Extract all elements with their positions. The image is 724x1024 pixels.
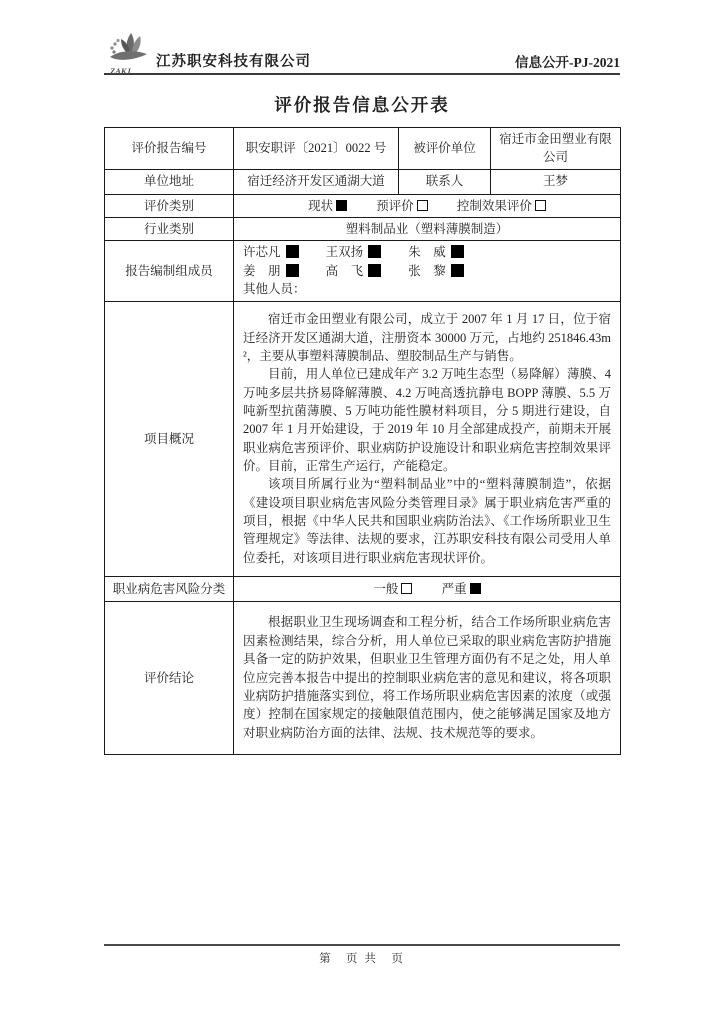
member-name: 高 飞 <box>325 263 364 278</box>
row-report-no <box>105 128 621 170</box>
members-others-label: 其他人员： <box>243 282 306 297</box>
overview-paragraph-3: 该项目所属行业为“塑料制品业”中的“塑料薄膜制造”，依据《建设项目职业病危害风险分类管理目录》属于职业病危害严重的项目，根据《中华人民共和国职业病防治法》、《工作场所职业卫生管理规定》等法律、法规的要求，江苏职安科技有限公司受用人单位委托，对该项目进行职业病危害现状评价。 <box>243 477 611 565</box>
member <box>243 243 299 262</box>
checkbox-severe-icon <box>470 583 481 594</box>
header-left <box>104 30 311 76</box>
conclusion-label: 评价结论 <box>105 601 234 754</box>
redaction-stamp-icon <box>286 264 299 277</box>
row-overview <box>105 301 621 576</box>
members-cell <box>234 241 621 302</box>
checkbox-pre-eval-icon <box>417 200 428 211</box>
conclusion-cell <box>234 601 621 754</box>
unit-address-label: 单位地址 <box>105 169 234 194</box>
conclusion-paragraph: 根据职业卫生现场调查和工程分析，结合工作场所职业病危害因素检测结果，综合分析，用人单位已采取的职业病危害防护措施具备一定的防护效果，但职业卫生管理方面仍有不足之处，用人单位应完善本报告中提出的控制职业病危害的意见和建议，将各项职业病防护措施落实到位，将工作场所职业病危害因素的浓度（或强度）控制在国家规定的接触限值范围内，使之能够满足国家及地方对职业病防治方面的法律、法规、技术规范等的要求。 <box>243 615 611 740</box>
risk-option-general <box>373 582 412 596</box>
contact-value: 王梦 <box>491 169 621 194</box>
member-name: 许芯凡 <box>243 245 281 260</box>
row-conclusion <box>105 601 621 754</box>
option-text: 预评价 <box>376 198 414 213</box>
option-text: 严重 <box>441 581 467 596</box>
member <box>243 262 299 281</box>
checkbox-control-effect-icon <box>535 200 546 211</box>
member <box>408 243 464 262</box>
risk-class-label: 职业病危害风险分类 <box>105 576 234 601</box>
risk-option-severe <box>442 582 481 596</box>
eval-type-option-control <box>457 199 546 213</box>
eval-type-options <box>234 194 621 217</box>
contact-label: 联系人 <box>399 169 491 194</box>
report-no-label: 评价报告编号 <box>105 128 234 170</box>
member-name: 张 黎 <box>408 263 446 278</box>
evaluated-unit-value: 宿迁市金田塑业有限公司 <box>491 128 621 170</box>
member-name: 朱 威 <box>408 245 446 260</box>
overview-paragraph-1: 宿迁市金田塑业有限公司，成立于 2007 年 1 月 17 日，位于宿迁经济开发区通湖大道，注册资本 30000 万元，占地约 251846.43m²，主要从事塑料薄膜制品、塑胶制品生产与销售。 <box>243 312 611 363</box>
members-line-1 <box>243 243 611 262</box>
redaction-stamp-icon <box>368 245 381 258</box>
row-members <box>105 241 621 302</box>
member-name: 王双扬 <box>325 245 364 260</box>
option-text: 控制效果评价 <box>456 198 532 213</box>
footer-page-number: 第 页 共 页 <box>319 953 405 965</box>
checkbox-current-state-icon <box>336 200 347 211</box>
overview-paragraph-2: 目前，用人单位已建成年产 3.2 万吨生态型（易降解）薄膜、4 万吨多层共挤易降解薄膜、4.2 万吨高透抗静电 BOPP 薄膜、5.5 万吨新型抗菌薄膜、5 万吨功能性膜材料项目，分 5 期进行建设，自 2007 年 1 月开始建设，于 2019 年 10 月全部建成投产，前期未开展职业病危害预评价、职业病防护设施设计和职业病危害控制效果评价。目前，正常生产运行，产能稳定。 <box>243 367 611 474</box>
disclosure-form-table <box>104 127 621 755</box>
member <box>326 262 382 281</box>
member <box>326 243 382 262</box>
redaction-stamp-icon <box>451 264 464 277</box>
industry-label: 行业类别 <box>105 217 234 240</box>
industry-value: 塑料制品业（塑料薄膜制造） <box>234 217 621 240</box>
overview-label: 项目概况 <box>105 301 234 576</box>
page-title: 评价报告信息公开表 <box>274 95 450 115</box>
svg-text:ZAKJ: ZAKJ <box>110 66 131 76</box>
members-label: 报告编制组成员 <box>105 241 234 302</box>
redaction-stamp-icon <box>451 245 464 258</box>
eval-type-option-current <box>308 199 347 213</box>
option-text: 现状 <box>308 198 334 213</box>
eval-type-label: 评价类别 <box>105 194 234 217</box>
row-eval-type <box>105 194 621 217</box>
page-header <box>104 28 620 75</box>
eval-type-option-pre <box>376 199 428 213</box>
row-address <box>105 169 621 194</box>
row-risk-class <box>105 576 621 601</box>
footer-divider <box>104 944 620 946</box>
redaction-stamp-icon <box>368 264 381 277</box>
redaction-stamp-icon <box>286 245 299 258</box>
overview-cell <box>234 301 621 576</box>
company-logo-icon <box>104 30 154 76</box>
member <box>408 262 464 281</box>
member-name: 姜 朋 <box>243 263 281 278</box>
checkbox-general-icon <box>401 583 412 594</box>
evaluated-unit-label: 被评价单位 <box>399 128 491 170</box>
risk-class-options <box>234 576 621 601</box>
report-no-value: 职安职评〔2021〕0022 号 <box>234 128 399 170</box>
row-industry <box>105 217 621 240</box>
option-text: 一般 <box>373 581 399 596</box>
unit-address-value: 宿迁经济开发区通湖大道 <box>234 169 399 194</box>
members-line-2 <box>243 262 611 281</box>
company-name: 江苏职安科技有限公司 <box>156 54 311 70</box>
doc-number: 信息公开-PJ-2021 <box>515 55 620 70</box>
